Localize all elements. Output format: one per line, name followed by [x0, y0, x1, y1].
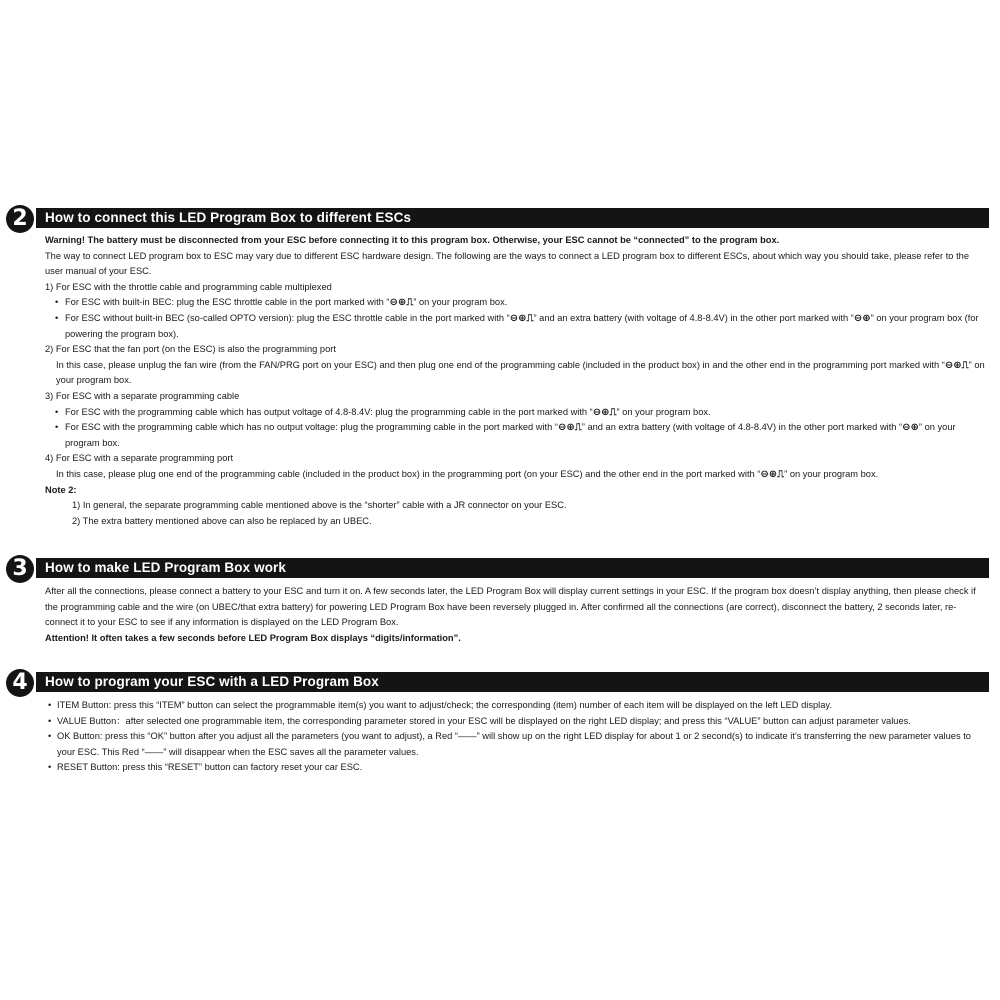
case-1-heading: 1) For ESC with the throttle cable and programming cable multiplexed [45, 281, 332, 292]
section-title: How to make LED Program Box work [45, 560, 286, 575]
intro-paragraph: The way to connect LED program box to ESC may vary due to different ESC hardware design. The following are the ways to connect a LED program box to different ESCs, about which way you should take, please refer to the user manual of your ESC. [45, 250, 969, 277]
case-1b-item: • For ESC without built-in BEC (so-called OPTO version): plug the ESC throttle cable in the port marked with “⊖⊕⎍” and an extra battery (with voltage of 4.8-8.4V) in the other port marked with “⊖⊕” on your program box (for powering the program box). [45, 311, 986, 342]
section-title-bar [36, 208, 989, 228]
case-3b-item: • For ESC with the programming cable which has no output voltage: plug the programming cable in the port marked with “⊖⊕⎍” and an extra battery (with voltage of 4.8-8.4V) in the other port marked with “⊖⊕” on your program box. [45, 420, 986, 451]
port-symbol-neg-pos: ⊖⊕ [902, 422, 919, 434]
section-title: How to connect this LED Program Box to different ESCs [45, 210, 412, 225]
section-header [0, 555, 1000, 579]
port-symbol-neg-pos-signal: ⊖⊕⎍ [592, 406, 617, 418]
port-symbol-neg-pos-signal: ⊖⊕⎍ [389, 297, 414, 309]
section-make-work [0, 555, 1000, 646]
note-label: Note 2: [45, 484, 77, 495]
note-item-1: 1) In general, the separate programming cable mentioned above is the “shorter” cable with a JR connector on your ESC. [72, 500, 567, 511]
case-1a-item: • For ESC with built-in BEC: plug the ESC throttle cable in the port marked with “⊖⊕⎍” on your program box. [45, 295, 986, 311]
case-4-heading: 4) For ESC with a separate programming port [45, 453, 234, 464]
section-title-bar [36, 558, 989, 578]
section-number-badge: 2 [6, 205, 34, 233]
section-title: How to program your ESC with a LED Program Box [45, 674, 379, 689]
port-symbol-neg-pos-signal: ⊖⊕⎍ [509, 312, 534, 324]
case-2-heading: 2) For ESC that the fan port (on the ESC) is also the programming port [45, 344, 336, 355]
warning-text: Warning! The battery must be disconnected from your ESC before connecting it to this program box. Otherwise, your ESC cannot be “connected” to the program box. [45, 235, 780, 245]
attention-text: Attention! It often takes a few seconds before LED Program Box displays “digits/information”. [45, 632, 461, 643]
port-symbol-neg-pos: ⊖⊕ [853, 312, 871, 324]
case-3a-item: • For ESC with the programming cable which has output voltage of 4.8-8.4V: plug the programming cable in the port marked with “⊖⊕⎍” on your program box. [45, 405, 986, 421]
note-item-2: 2) The extra battery mentioned above can also be replaced by an UBEC. [72, 515, 372, 526]
section-body [0, 584, 1000, 646]
section-header [0, 669, 1000, 693]
section-body [0, 698, 1000, 776]
section-program [0, 669, 1000, 776]
case-3-heading: 3) For ESC with a separate programming cable [45, 390, 240, 401]
section-body [0, 233, 1000, 529]
item-button-description: • ITEM Button: press this “ITEM” button can select the programmable item(s) you want to adjust/check; the corresponding (item) number of each item will be displayed on the left LED display. [45, 698, 986, 714]
section-title-bar [36, 672, 989, 692]
case-2a-paragraph: In this case, please unplug the fan wire (from the FAN/PRG port on your ESC) and then plug one end of the programming cable (included in the product box) in and the other end in the programming port marked with “⊖⊕⎍” on your program box. [56, 359, 985, 386]
section-number-badge: 3 [6, 555, 34, 583]
port-symbol-neg-pos-signal: ⊖⊕⎍ [944, 359, 969, 371]
port-symbol-neg-pos-signal: ⊖⊕⎍ [558, 422, 582, 434]
instructions-paragraph: After all the connections, please connect a battery to your ESC and turn it on. A few seconds later, the LED Program Box will display current settings in your ESC. If the program box doesn’t display anything, then please check if the programming cable and the wire (on UBEC/that extra battery) for powering LED Program Box have been reversely plugged in. After confirmed all the connections (are correct), disconnect the battery, 2 seconds later, re-connect it to your ESC to see if any information is displayed on the LED Program Box. [45, 586, 976, 628]
case-4a-paragraph: In this case, please plug one end of the programming cable (included in the product box) in the programming port (on your ESC) and the other end in the port marked with “⊖⊕⎍” on your program box. [45, 467, 986, 483]
section-number-badge: 4 [6, 669, 34, 697]
value-button-description: • VALUE Button：after selected one programmable item, the corresponding parameter stored in your ESC will be displayed on the right LED display; and press this “VALUE” button can adjust parameter values. [45, 714, 986, 730]
port-symbol-neg-pos-signal: ⊖⊕⎍ [760, 468, 785, 480]
section-header [0, 205, 1000, 229]
reset-button-description: • RESET Button: press this “RESET” button can factory reset your car ESC. [45, 760, 986, 776]
ok-button-description: • OK Button: press this “OK” button after you adjust all the parameters (you want to adjust), a Red “——” will show up on the right LED display for about 1 or 2 second(s) to indicate it’s transferring the new parameter values to your ESC. This Red “——” will disappear when the ESC saves all the parameter values. [45, 729, 986, 760]
section-connect [0, 205, 1000, 529]
